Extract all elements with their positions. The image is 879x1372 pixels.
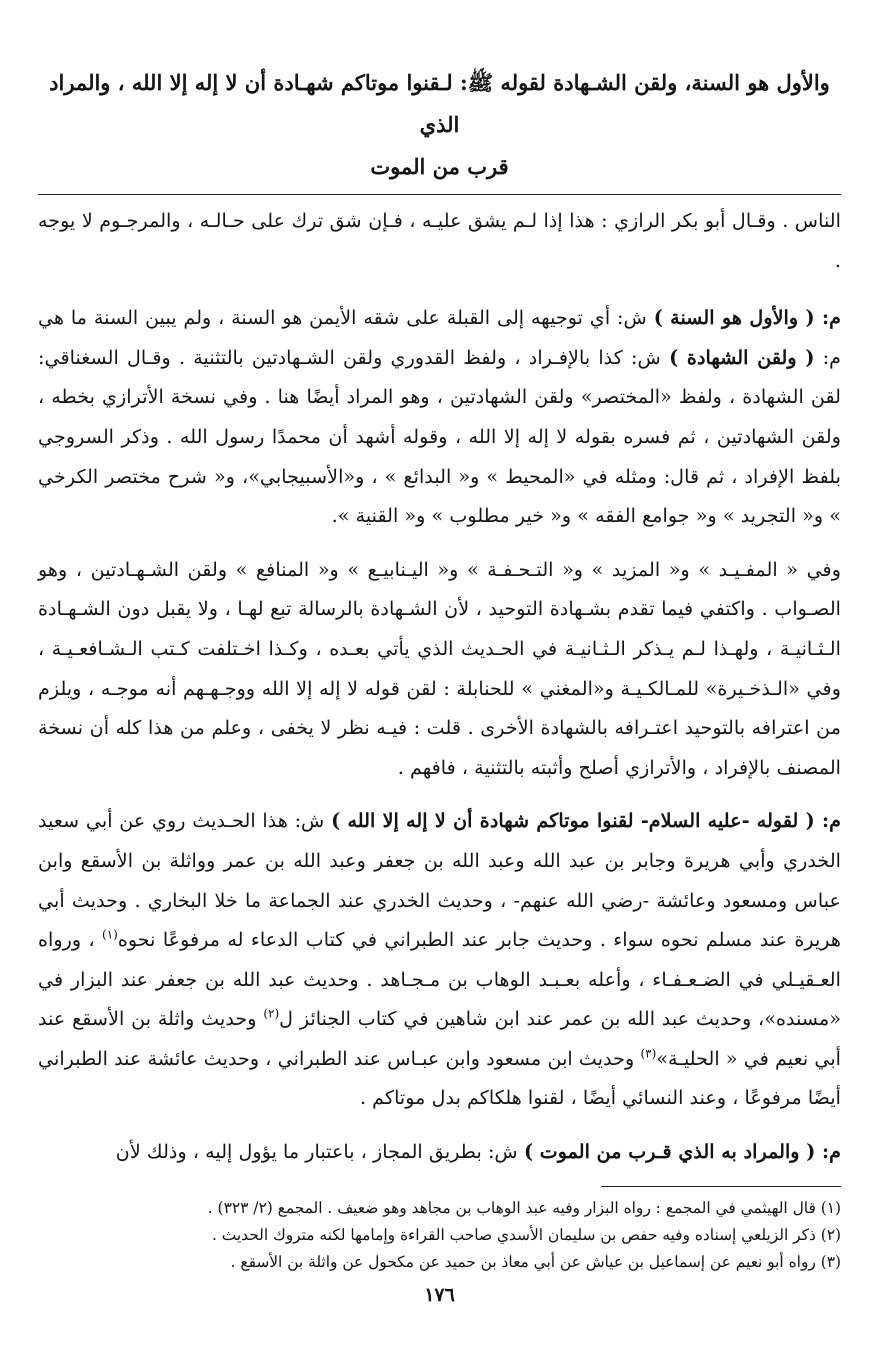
matn-marker: م: [814,306,841,330]
paragraph-continuation [38,201,841,280]
matn-marker: م: [814,809,841,833]
commentary-text: ش: بطريق المجاز ، باعتبار ما يؤول إليه ، وذلك لأن [115,1140,524,1164]
page-number: ١٧٦ [424,1283,455,1306]
commentary-text: ش: كذا بالإفـراد ، ولفظ القدوري ولقن الشـهادتين بالتثنية . وقـال السغناقي: لقن الشهادة ، ولفظ «المختصر» ولقن الشهادتين ، وهو المراد أيضًا هنا . وفي نسخة الأترازي بخطه ، ولقن الشهادتين ، ثم فسره بقوله لا إله إلا الله ، وقوله أشهد أن محمدًا رسول الله . وذكر السروجي بلفظ الإفراد ، ثم قال: ومثله في «المحيط » و« البدائع » ، و«الأسبيجابي»، و« شرح مختصر الكرخي » و« التجريد » و« جوامع الفقه » و« خير مطلوب » و« القنية ». [38,345,841,528]
header-line-2: قرب من الموت [370,154,509,179]
footnote-2: (٢) ذكر الزيلعي إسناده وفيه حفص بن سليمان الأسدي صاحب القراءة وإمامها لكنه متروك الحديث . [211,1225,841,1244]
footnote-1: (١) قال الهيثمي في المجمع : رواه البزار وفيه عبد الوهاب بن مجاهد وهو ضعيف . المجمع (٢/ ٣٢٣) . [207,1198,841,1217]
footnotes [38,1195,841,1276]
main-text [38,201,841,1172]
footnote-ref-1[interactable]: (١) [102,927,118,942]
running-header [38,62,841,192]
matn-quote: ( ولقن الشهادة ) [669,345,815,369]
commentary-text: وحديث ابن مسعود وابن عبـاس عند الطبراني ، وحديث عائشة عند الطبراني أيضًا مرفوعًا ، وعند النسائي أيضًا ، لقنوا هلكاكم بدل موتاكم . [38,1046,841,1110]
footnote-ref-2[interactable]: (٢) [263,1006,280,1021]
header-rule [38,194,841,195]
commentary-text: وحديث واثلة بن الأسقع عند أبي نعيم في « الحليـة» [38,1007,841,1070]
matn-quote: ( والأول هو السنة ) [653,306,815,330]
paragraph-hadith [38,801,841,1118]
matn-quote: ( لقوله -عليه السلام- لقنوا موتاكم شهادة أن لا إله إلا الله ) [331,809,815,833]
paragraph-text: وفي « المفـيـد » و« المزيد » و« التـحـفـة » و« اليـنابيـع » و« المنافع » ولقن الشـهـادتين ، وهو الصـواب . واكتفي فيما تقدم بشـهادة التوحيد ، لأن الشـهادة بالرسالة تبع لهـا ، ولا يقبل دون الشـهـادة الـثـانيـة ، ولهـذا لـم يـذكر الـثـانيـة في الحـديث الذي يأتي بعـده ، وكـذا اخـتلفت كـتب الـشـافعـيـة ، وفي «الـذخـيرة» للمـالكـيـة و«المغني » للحنابلة : لقن قوله لا إله إلا الله ووجـهـهم أنه موجـه ، ويلزم من اعترافه بالتوحيد اعتـرافه بالشهادة الأخرى . قلت : فيـه نظر لا يخفى ، وعلم من هذا كله أن نسخة المصنف بالإفراد ، والأترازي أصلح وأثبته بالتثنية ، فافهم . [38,557,841,779]
footnote-rule [601,1186,841,1187]
paragraph-sunna [38,298,841,536]
matn-quote: ( والمراد به الذي قـرب من الموت ) [523,1140,816,1164]
paragraph-text: الناس . وقـال أبو بكر الرازي : هذا إذا لـم يشق عليـه ، فـإن شق ترك على حـالـه ، والمرجـوم لا يوجه . [38,209,841,272]
commentary-text: ش: أي توجيهه إلى القبلة على شقه الأيمن هو السنة ، ولم يبين السنة ما هي م: [38,306,841,369]
header-line-1: والأول هو السنة، ولقن الشـهادة لقوله ﷺ: لـقنوا موتاكم شهـادة أن لا إله إلا الله ، والمراد الذي [49,70,830,137]
footnote-ref-3[interactable]: (٣) [640,1046,657,1061]
commentary-text: ، ورواه العـقيـلي في الضـعـفـاء ، وأعله بعـبـد الوهاب بن مـجـاهد . وحديث عبد الله بن جعفر عند البزار في «مسنده»، وحديث عبد الله بن عمر عند ابن شاهين في كتاب الجنائز ل [38,928,842,1031]
footnote-3: (٣) رواه أبو نعيم عن إسماعيل بن عياش عن أبي معاذ بن حميد عن مكحول عن واثلة بن الأسقع . [230,1252,841,1271]
paragraph-meaning [38,1132,841,1172]
commentary-text: ش: هذا الحـديث روي عن أبي سعيد الخدري وأبي هريرة وجابر بن عبد الله وعبد الله بن جعفر وعبد الله بن عمر وواثلة بن الأسقع وابن عباس ومسعود وعائشة -رضي الله عنهم- ، وحديث الخدري عند الجماعة ما خلا البخاري . وحديث أبي هريرة عند مسلم نحوه سواء . وحديث جابر عند الطبراني في كتاب الدعاء له مرفوعًا نحوه [38,809,842,952]
paragraph-mufid [38,550,841,788]
matn-marker: م: [815,1140,841,1164]
book-page [38,62,841,1306]
